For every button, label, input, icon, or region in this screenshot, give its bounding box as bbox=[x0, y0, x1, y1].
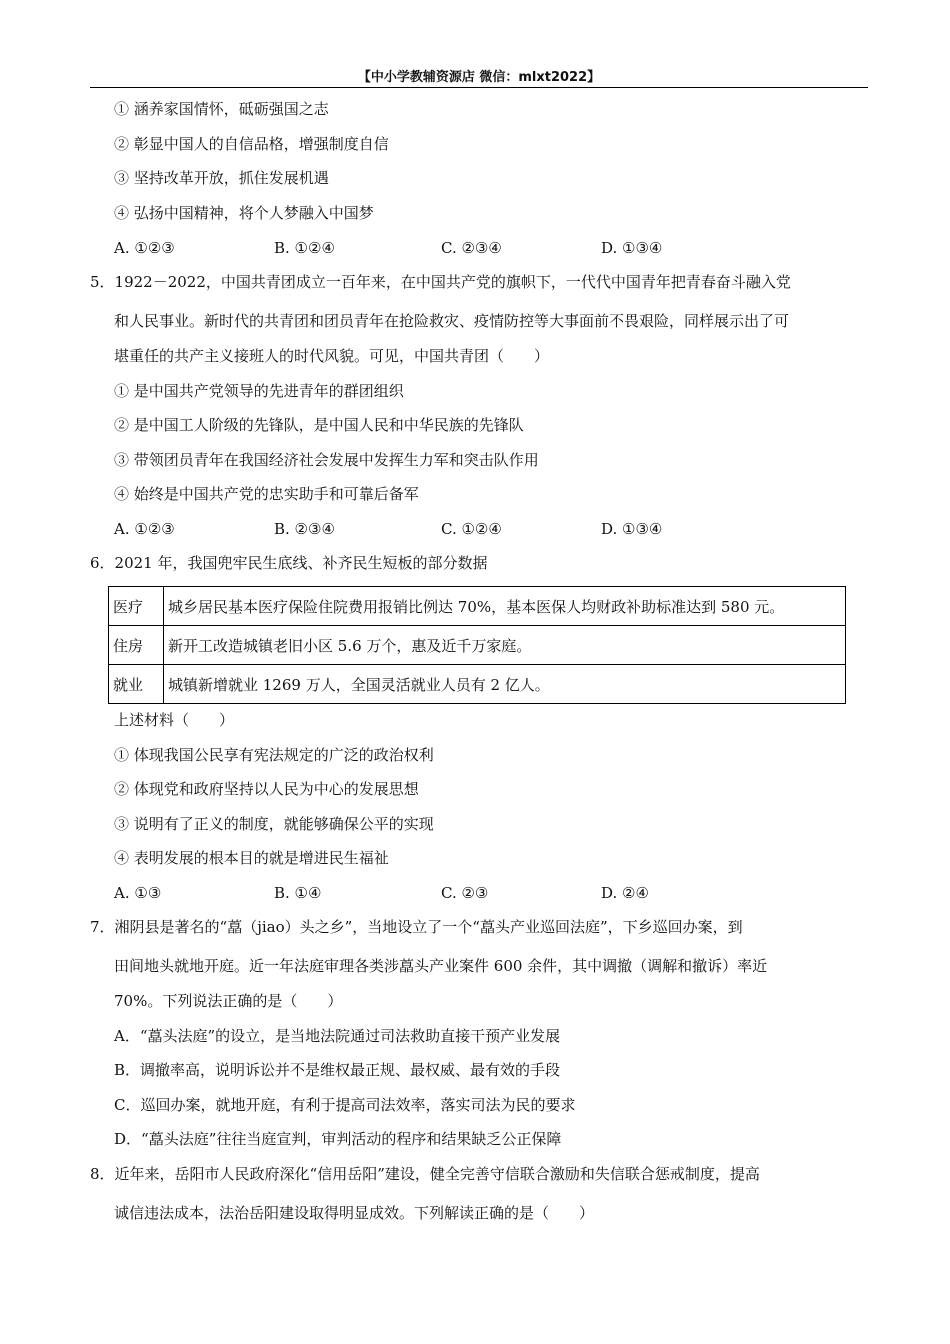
q5-item-3: ③ 带领团员青年在我国经济社会发展中发挥生力军和突击队作用 bbox=[114, 451, 539, 469]
header-rule bbox=[90, 87, 868, 88]
q6-stem: 6．2021 年，我国兜牢民生底线、补齐民生短板的部分数据 bbox=[90, 554, 488, 572]
q8-stem-line-1: 8．近年来，岳阳市人民政府深化“信用岳阳”建设，健全完善守信联合激励和失信联合惩戒制度，提高 bbox=[90, 1165, 760, 1183]
q6-item-1: ① 体现我国公民享有宪法规定的广泛的政治权利 bbox=[114, 746, 434, 764]
table-cell-content: 城乡居民基本医疗保险住院费用报销比例达 70%，基本医保人均财政补助标准达到 580 元。 bbox=[164, 587, 846, 626]
q7-option-a: A．“藠头法庭”的设立，是当地法院通过司法救助直接干预产业发展 bbox=[114, 1027, 561, 1045]
q4-item-1: ① 涵养家国情怀，砥砺强国之志 bbox=[114, 100, 329, 118]
q5-item-2: ② 是中国工人阶级的先锋队，是中国人民和中华民族的先锋队 bbox=[114, 416, 524, 434]
table-cell-content: 城镇新增就业 1269 万人，全国灵活就业人员有 2 亿人。 bbox=[164, 665, 846, 704]
q6-item-2: ② 体现党和政府坚持以人民为中心的发展思想 bbox=[114, 780, 419, 798]
q5-item-4: ④ 始终是中国共产党的忠实助手和可靠后备军 bbox=[114, 485, 419, 503]
q4-item-2: ② 彰显中国人的自信品格，增强制度自信 bbox=[114, 135, 389, 153]
q5-stem-line-1: 5．1922－2022，中国共青团成立一百年来，在中国共产党的旗帜下，一代代中国青年把青春奋斗融入党 bbox=[90, 273, 791, 291]
q7-option-d: D．“藠头法庭”往往当庭宣判，审判活动的程序和结果缺乏公正保障 bbox=[114, 1130, 562, 1148]
q4-option-c: C. ②③④ bbox=[441, 239, 502, 257]
q4-item-3: ③ 坚持改革开放，抓住发展机遇 bbox=[114, 169, 329, 187]
table-cell-category: 就业 bbox=[109, 665, 164, 704]
q5-option-c: C. ①②④ bbox=[441, 520, 502, 538]
q5-item-1: ① 是中国共产党领导的先进青年的群团组织 bbox=[114, 382, 404, 400]
q7-stem-line-2: 田间地头就地开庭。近一年法庭审理各类涉藠头产业案件 600 余件，其中调撤（调解和撤诉）率近 bbox=[114, 957, 768, 975]
q6-data-table bbox=[108, 586, 846, 704]
q4-option-d: D. ①③④ bbox=[601, 239, 663, 257]
q6-item-3: ③ 说明有了正义的制度，就能够确保公平的实现 bbox=[114, 815, 434, 833]
q7-option-b: B．调撤率高，说明诉讼并不是维权最正规、最权威、最有效的手段 bbox=[114, 1061, 561, 1079]
q5-stem-line-3: 堪重任的共产主义接班人的时代风貌。可见，中国共青团（ ） bbox=[114, 347, 550, 365]
q5-option-a: A. ①②③ bbox=[114, 520, 175, 538]
q6-item-4: ④ 表明发展的根本目的就是增进民生福祉 bbox=[114, 849, 389, 867]
table-row bbox=[109, 665, 846, 704]
q8-stem-line-2: 诚信违法成本，法治岳阳建设取得明显成效。下列解读正确的是（ ） bbox=[114, 1204, 595, 1222]
q5-stem-line-2: 和人民事业。新时代的共青团和团员青年在抢险救灾、疫情防控等大事面前不畏艰险，同样展示出了可 bbox=[114, 312, 790, 330]
table-row bbox=[109, 587, 846, 626]
q6-option-d: D. ②④ bbox=[601, 884, 649, 902]
q7-stem-line-3: 70%。下列说法正确的是（ ） bbox=[114, 992, 343, 1010]
table-cell-content: 新开工改造城镇老旧小区 5.6 万个，惠及近千万家庭。 bbox=[164, 626, 846, 665]
q4-item-4: ④ 弘扬中国精神，将个人梦融入中国梦 bbox=[114, 204, 374, 222]
q4-option-b: B. ①②④ bbox=[274, 239, 335, 257]
table-cell-category: 住房 bbox=[109, 626, 164, 665]
q7-stem-line-1: 7．湘阴县是著名的“藠（jiao）头之乡”，当地设立了一个“藠头产业巡回法庭”，下乡巡回办案，到 bbox=[90, 918, 743, 936]
page-header: 【中小学教辅资源店 微信：mlxt2022】 bbox=[357, 70, 601, 85]
q5-option-b: B. ②③④ bbox=[274, 520, 335, 538]
q6-option-a: A. ①③ bbox=[114, 884, 162, 902]
table-cell-category: 医疗 bbox=[109, 587, 164, 626]
q4-option-a: A. ①②③ bbox=[114, 239, 175, 257]
q6-prompt: 上述材料（ ） bbox=[114, 711, 235, 729]
table-row bbox=[109, 626, 846, 665]
q5-option-d: D. ①③④ bbox=[601, 520, 663, 538]
q7-option-c: C．巡回办案，就地开庭，有利于提高司法效率，落实司法为民的要求 bbox=[114, 1096, 576, 1114]
q6-option-b: B. ①④ bbox=[274, 884, 322, 902]
q6-option-c: C. ②③ bbox=[441, 884, 489, 902]
